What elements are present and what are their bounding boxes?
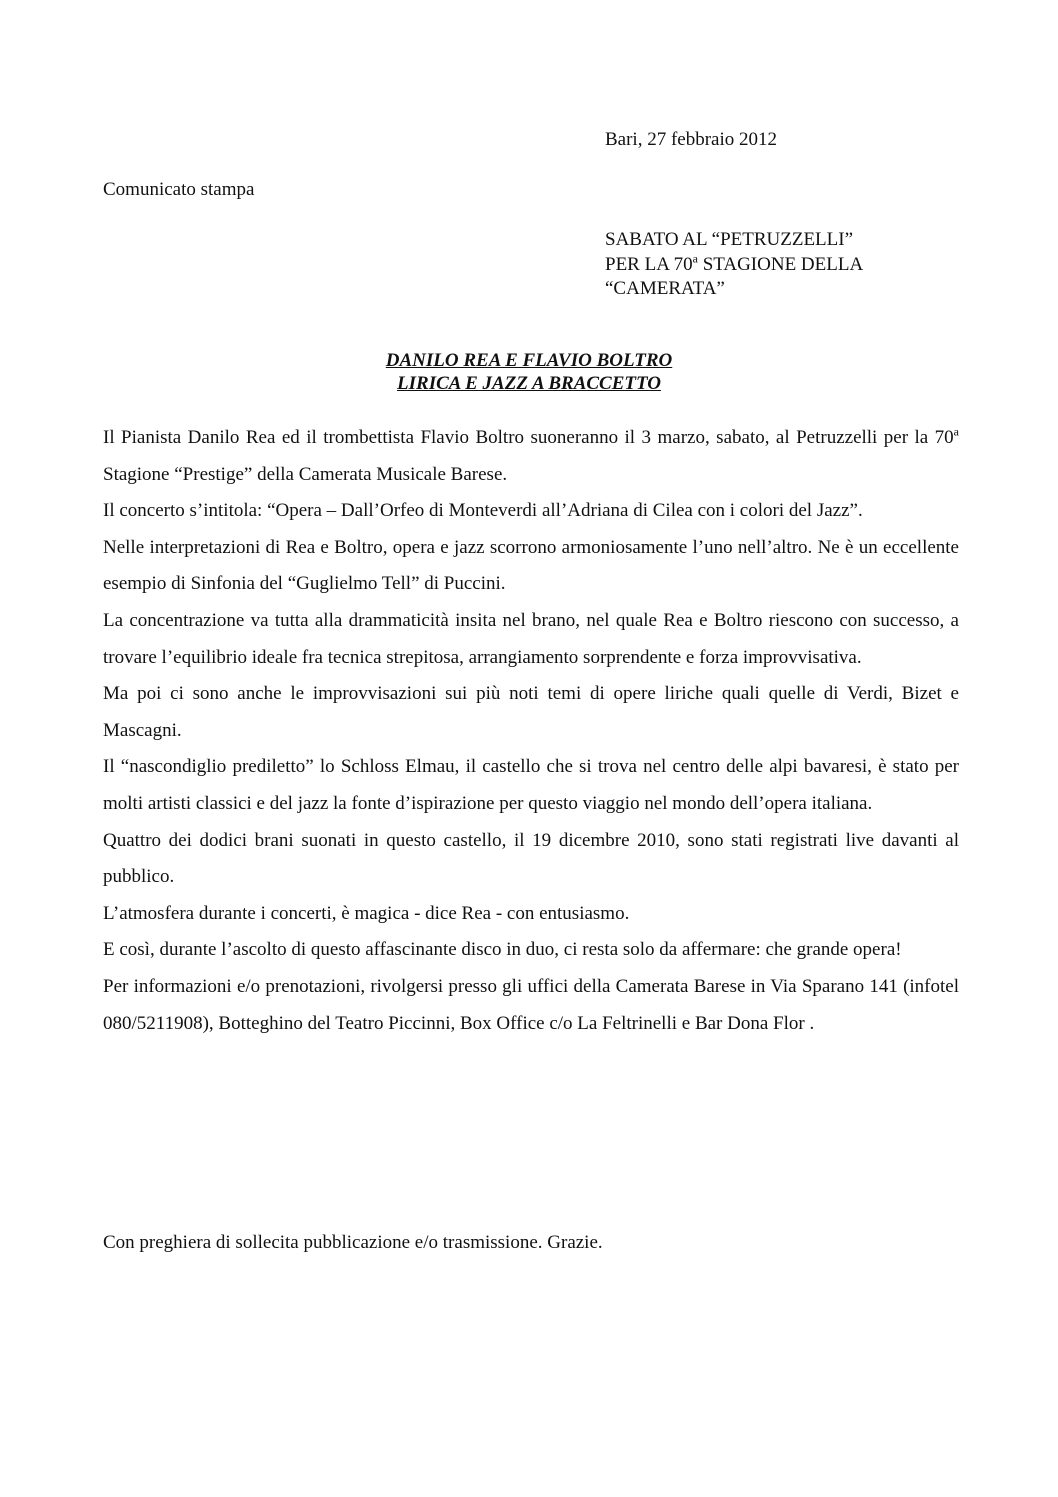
subject-block: [605, 228, 863, 302]
body-text: [103, 420, 959, 1042]
headline-line-2: LIRICA E JAZZ A BRACCETTO: [397, 373, 661, 394]
subject-line-2-post: STAGIONE DELLA: [697, 253, 864, 275]
paragraph-5: Ma poi ci sono anche le improvvisazioni sui più noti temi di opere liriche quali quelle di Verdi, Bizet e Mascagni.: [103, 683, 959, 741]
headline: [0, 349, 1058, 395]
paragraph-1-ordinal: a: [953, 424, 959, 439]
subject-ordinal-indicator: a: [692, 251, 698, 266]
subject-line-3: “CAMERATA”: [605, 278, 725, 299]
subject-line-2: [605, 253, 863, 278]
headline-line-1: DANILO REA E FLAVIO BOLTRO: [385, 350, 673, 371]
paragraph-1-pre: Il Pianista Danilo Rea ed il trombettista Flavio Boltro suoneranno il 3 marzo, sabato, al Petruzzelli per la 70: [103, 427, 954, 448]
document-date: Bari, 27 febbraio 2012: [605, 129, 778, 150]
subject-line-2-pre: PER LA 70: [605, 253, 693, 275]
paragraph-4: La concentrazione va tutta alla drammaticità insita nel brano, nel quale Rea e Boltro riescono con successo, a trovare l’equilibrio ideale fra tecnica strepitosa, arrangiamento sorprendente e forza improvvisativa.: [103, 609, 959, 668]
subject-line-1: SABATO AL “PETRUZZELLI”: [605, 229, 854, 250]
closing-line: Con preghiera di sollecita pubblicazione e/o trasmissione. Grazie.: [103, 1232, 603, 1253]
paragraph-1: [103, 420, 959, 493]
paragraph-8: L’atmosfera durante i concerti, è magica - dice Rea - con entusiasmo.: [103, 902, 630, 924]
paragraph-1-post: Stagione “Prestige” della Camerata Musicale Barese.: [103, 463, 508, 485]
paragraph-2: Il concerto s’intitola: “Opera – Dall’Orfeo di Monteverdi all’Adriana di Cilea con i colori del Jazz”.: [103, 500, 863, 522]
paragraph-7: Quattro dei dodici brani suonati in questo castello, il 19 dicembre 2010, sono stati registrati live davanti al pubblico.: [103, 829, 959, 888]
paragraph-10: Per informazioni e/o prenotazioni, rivolgersi presso gli uffici della Camerata Barese in Via Sparano 141 (infotel 080/5211908), Botteghino del Teatro Piccinni, Box Office c/o La Feltrinelli e Bar Dona Flor .: [103, 975, 959, 1034]
paragraph-3: Nelle interpretazioni di Rea e Boltro, opera e jazz scorrono armoniosamente l’uno nell’altro. Ne è un eccellente esempio di Sinfonia del “Guglielmo Tell” di Puccini.: [103, 536, 959, 595]
paragraph-9: E così, durante l’ascolto di questo affascinante disco in duo, ci resta solo da affermare: che grande opera!: [103, 939, 902, 961]
paragraph-6: Il “nascondiglio prediletto” lo Schloss Elmau, il castello che si trova nel centro delle alpi bavaresi, è stato per molti artisti classici e del jazz la fonte d’ispirazione per questo viaggio nel mondo dell’opera italiana.: [103, 756, 959, 814]
document-type: Comunicato stampa: [103, 179, 255, 200]
